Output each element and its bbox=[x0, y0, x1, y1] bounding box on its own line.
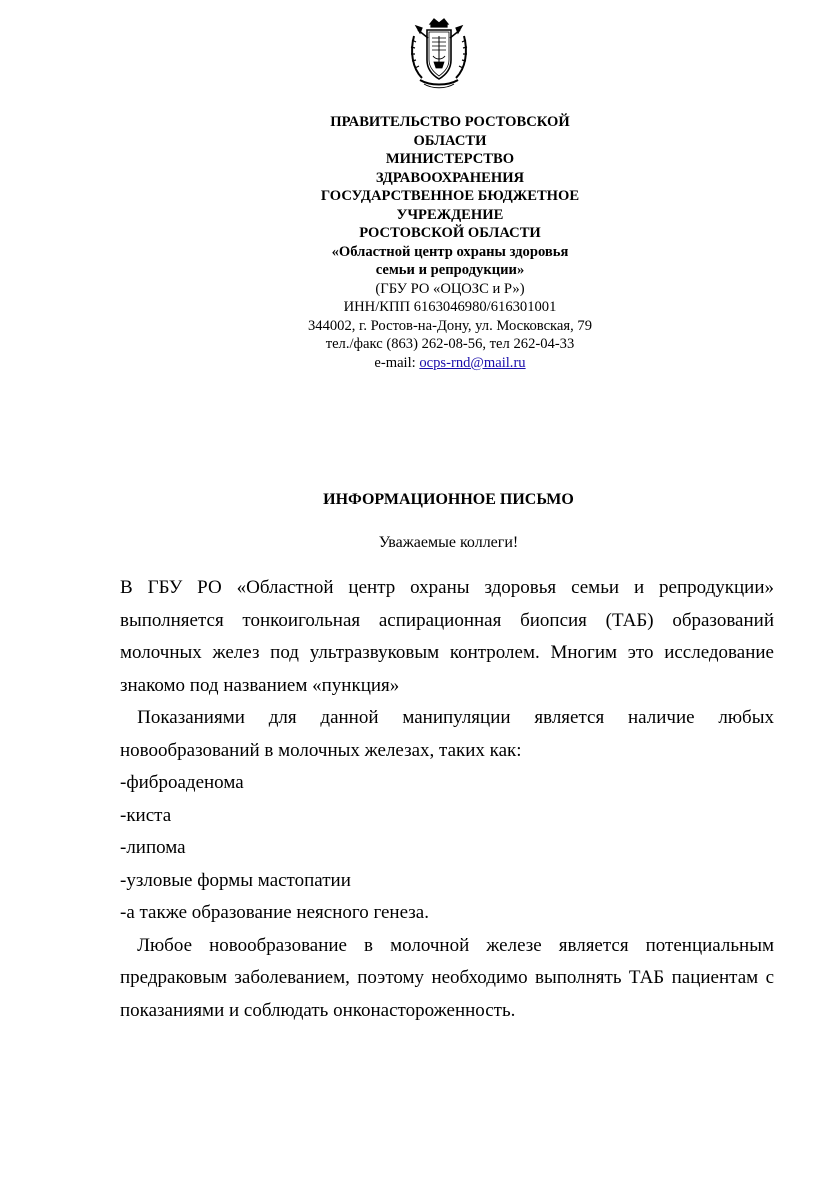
letter-body bbox=[120, 572, 774, 1027]
email-link[interactable]: ocps-rnd@mail.ru bbox=[419, 354, 526, 371]
letterhead-line-5: ГОСУДАРСТВЕННОЕ БЮДЖЕТНОЕ bbox=[320, 188, 580, 204]
inn-kpp: ИНН/КПП 6163046980/616301001 bbox=[343, 299, 557, 315]
letterhead-line-9: семьи и репродукции» bbox=[375, 262, 525, 278]
list-item: -а также образование неясного генеза. bbox=[120, 902, 429, 923]
list-item: -узловые формы мастопатии bbox=[120, 869, 351, 891]
list-item: -фиброаденома bbox=[120, 772, 244, 793]
letterhead-line-4: ЗДРАВООХРАНЕНИЯ bbox=[375, 169, 525, 186]
letterhead-line-6: УЧРЕЖДЕНИЕ bbox=[396, 206, 504, 223]
organization-short-name: (ГБУ РО «ОЦОЗС и Р») bbox=[375, 280, 525, 297]
paragraph-intro: В ГБУ РО «Областной центр охраны здоровья семьи и репродукции» выполняется тонкоигольная аспирационная биопсия (ТАБ) образований молочных желез под ультразвуковым контролем. Многим это исследование знакомо под названием «пункция» bbox=[120, 577, 774, 696]
document-title: ИНФОРМАЦИОННОЕ ПИСЬМО bbox=[323, 491, 574, 508]
paragraph-conclusion: Любое новообразование в молочной железе является потенциальным предраковым заболеванием, поэтому необходимо выполнять ТАБ пациентам с показаниями и соблюдать онконастороженность. bbox=[120, 934, 774, 1021]
phone-fax: тел./факс (863) 262-08-56, тел 262-04-33 bbox=[325, 336, 575, 352]
letterhead-line-8: «Областной центр охраны здоровья bbox=[331, 243, 569, 260]
postal-address: 344002, г. Ростов-на-Дону, ул. Московская, 79 bbox=[307, 317, 593, 334]
list-item: -липома bbox=[120, 837, 186, 858]
letterhead-line-3: МИНИСТЕРСТВО bbox=[385, 151, 515, 167]
email-label: e-mail: bbox=[374, 354, 420, 371]
email-line bbox=[250, 354, 650, 373]
list-item: -киста bbox=[120, 804, 172, 826]
letterhead-line-1: ПРАВИТЕЛЬСТВО РОСТОВСКОЙ bbox=[330, 114, 570, 130]
letterhead-line-2: ОБЛАСТИ bbox=[413, 132, 487, 149]
greeting: Уважаемые коллеги! bbox=[378, 534, 519, 551]
letterhead-line-7: РОСТОВСКОЙ ОБЛАСТИ bbox=[359, 225, 541, 241]
coat-of-arms-emblem bbox=[406, 16, 472, 92]
letterhead bbox=[250, 113, 650, 372]
paragraph-indications: Показаниями для данной манипуляции является наличие любых новообразований в молочных железах, таких как: bbox=[120, 707, 774, 761]
